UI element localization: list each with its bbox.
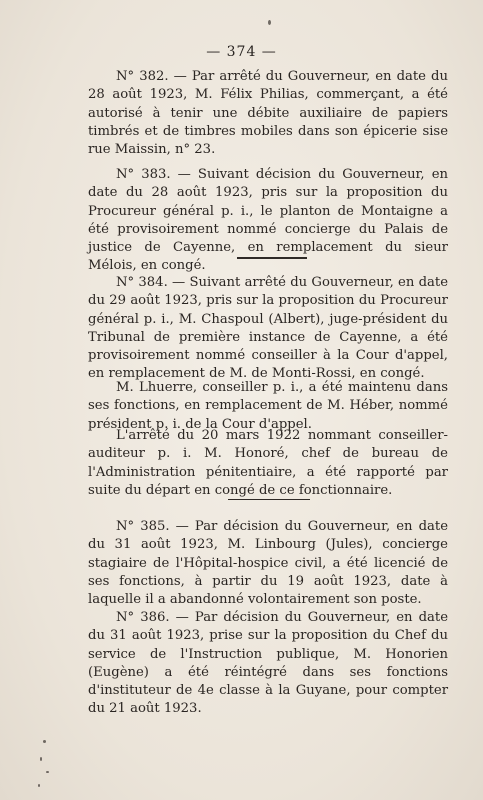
decree-382: N° 382. — Par arrêté du Gouverneur, en date du 28 août 1923, M. Félix Philias, commerçant, a été autorisé à tenir une débite auxiliaire de papiers timbrés et de timbres mobiles dans son épicerie sise rue Maissin, n° 23.: [88, 69, 448, 158]
ink-speck: [43, 740, 46, 743]
page-number: — 374 —: [206, 44, 277, 60]
ink-speck: [46, 771, 49, 773]
section-divider: [228, 499, 310, 500]
decree-384-auditeur-paragraph: L'arrêté du 20 mars 1922 nommant conseiller-auditeur p. i. M. Honoré, chef de bureau de l'Administration pénitentiaire, a été rapporté par suite du départ en congé de ce fonctionnaire.: [88, 428, 448, 498]
ink-speck: [40, 757, 42, 761]
ink-speck: [268, 20, 271, 25]
decree-384-conseiller-paragraph: M. Lhuerre, conseiller p. i., a été maintenu dans ses fonctions, en remplacement de M. Héber, nommé président p. i. de la Cour d'appel.: [88, 380, 448, 432]
section-divider: [237, 257, 307, 259]
decree-383: N° 383. — Suivant décision du Gouverneur, en date du 28 août 1923, pris sur la proposition du Procureur général p. i., le planton de Montaigne a été provisoirement nommé concierge du Palais de justice de Cayenne, en remplacement du sieur Mélois, en congé.: [88, 167, 448, 274]
decree-385: N° 385. — Par décision du Gouverneur, en date du 31 août 1923, M. Linbourg (Jules), concierge stagiaire de l'Hôpital-hospice civil, a été licencié de ses fonctions, à partir du 19 août 1923, date à laquelle il a abandonné volontairement son poste.: [88, 519, 448, 608]
decree-386: N° 386. — Par décision du Gouverneur, en date du 31 août 1923, prise sur la proposition du Chef du service de l'Instruction publique, M. Honorien (Eugène) a été réintégré dans ses fonctions d'instituteur de 4e classe à la Guyane, pour compter du 21 août 1923.: [88, 610, 448, 717]
decree-384: N° 384. — Suivant arrêté du Gouverneur, en date du 29 août 1923, pris sur la proposition du Procureur général p. i., M. Chaspoul (Albert), juge-président du Tribunal de première instance de Cayenne, a été provisoirement nommé conseiller à la Cour d'appel, en remplacement de M. de Monti-Rossi, en congé.: [88, 275, 448, 382]
ink-speck: [38, 784, 40, 787]
